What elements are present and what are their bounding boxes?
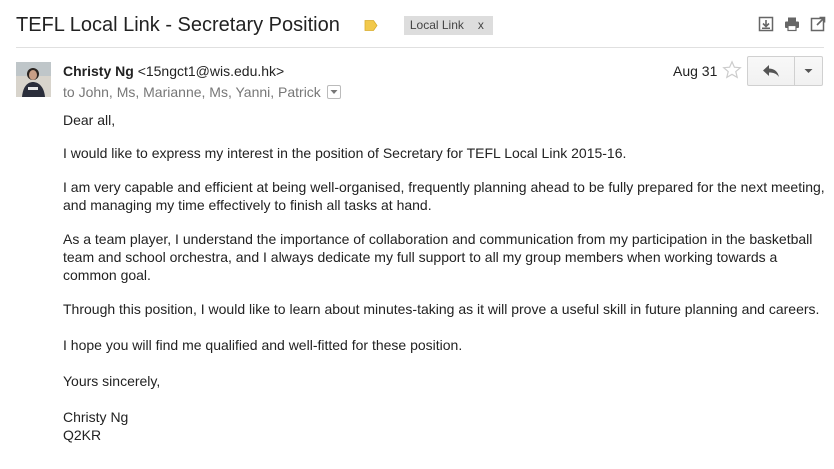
- message-date: Aug 31: [673, 63, 718, 79]
- subject-row: [16, 10, 493, 40]
- recipients-line: [63, 84, 341, 100]
- star-icon[interactable]: [722, 60, 742, 80]
- new-window-icon[interactable]: [810, 16, 826, 32]
- chevron-down-icon: [804, 68, 813, 74]
- label-tag-icon[interactable]: [364, 19, 378, 32]
- chevron-down-icon: [330, 89, 338, 95]
- body-greeting: Dear all,: [63, 112, 116, 128]
- label-chip-text: Local Link: [409, 17, 464, 32]
- signature-class: Q2KR: [63, 427, 102, 443]
- label-chip[interactable]: [404, 16, 493, 35]
- email-subject: TEFL Local Link - Secretary Position: [16, 13, 340, 36]
- label-chip-remove-button[interactable]: x: [477, 17, 484, 32]
- more-options-button[interactable]: [795, 56, 823, 86]
- sender-email: <15ngct1@wis.edu.hk>: [137, 63, 285, 79]
- body-paragraph-2-line-2: and managing my time effectively to finish all tasks at hand.: [63, 197, 432, 213]
- signature-name: Christy Ng: [63, 409, 129, 425]
- body-paragraph-3-line-1: As a team player, I understand the importance of collaboration and communication from my participation in the basketball: [63, 231, 813, 247]
- show-details-button[interactable]: [327, 85, 341, 99]
- print-icon[interactable]: [784, 16, 800, 32]
- sender-name[interactable]: Christy Ng: [63, 63, 134, 79]
- body-paragraph-2-line-1: I am very capable and efficient at being well-organised, frequently planning ahead to be fully prepared for the next meeting,: [63, 179, 825, 195]
- body-paragraph-5: I hope you will find me qualified and well-fitted for these position.: [63, 337, 463, 353]
- sender-line: [63, 63, 284, 79]
- header-divider: [16, 47, 824, 48]
- download-icon[interactable]: [758, 16, 774, 32]
- body-paragraph-1: I would like to express my interest in the position of Secretary for TEFL Local Link 2015-16.: [63, 145, 627, 161]
- reply-button[interactable]: [747, 56, 795, 86]
- recipients-text: to John, Ms, Marianne, Ms, Yanni, Patrick: [63, 84, 321, 100]
- body-paragraph-3-line-2: team and school orchestra, and I always dedicate my full support to all my group members when working towards a: [63, 249, 778, 265]
- reply-icon: [762, 64, 780, 78]
- body-closing: Yours sincerely,: [63, 373, 161, 389]
- body-paragraph-3-line-3: common goal.: [63, 267, 151, 283]
- message-actions: [758, 16, 826, 32]
- avatar[interactable]: [16, 62, 51, 97]
- body-paragraph-4: Through this position, I would like to learn about minutes-taking as it will prove a useful skill in future planning and careers.: [63, 301, 820, 317]
